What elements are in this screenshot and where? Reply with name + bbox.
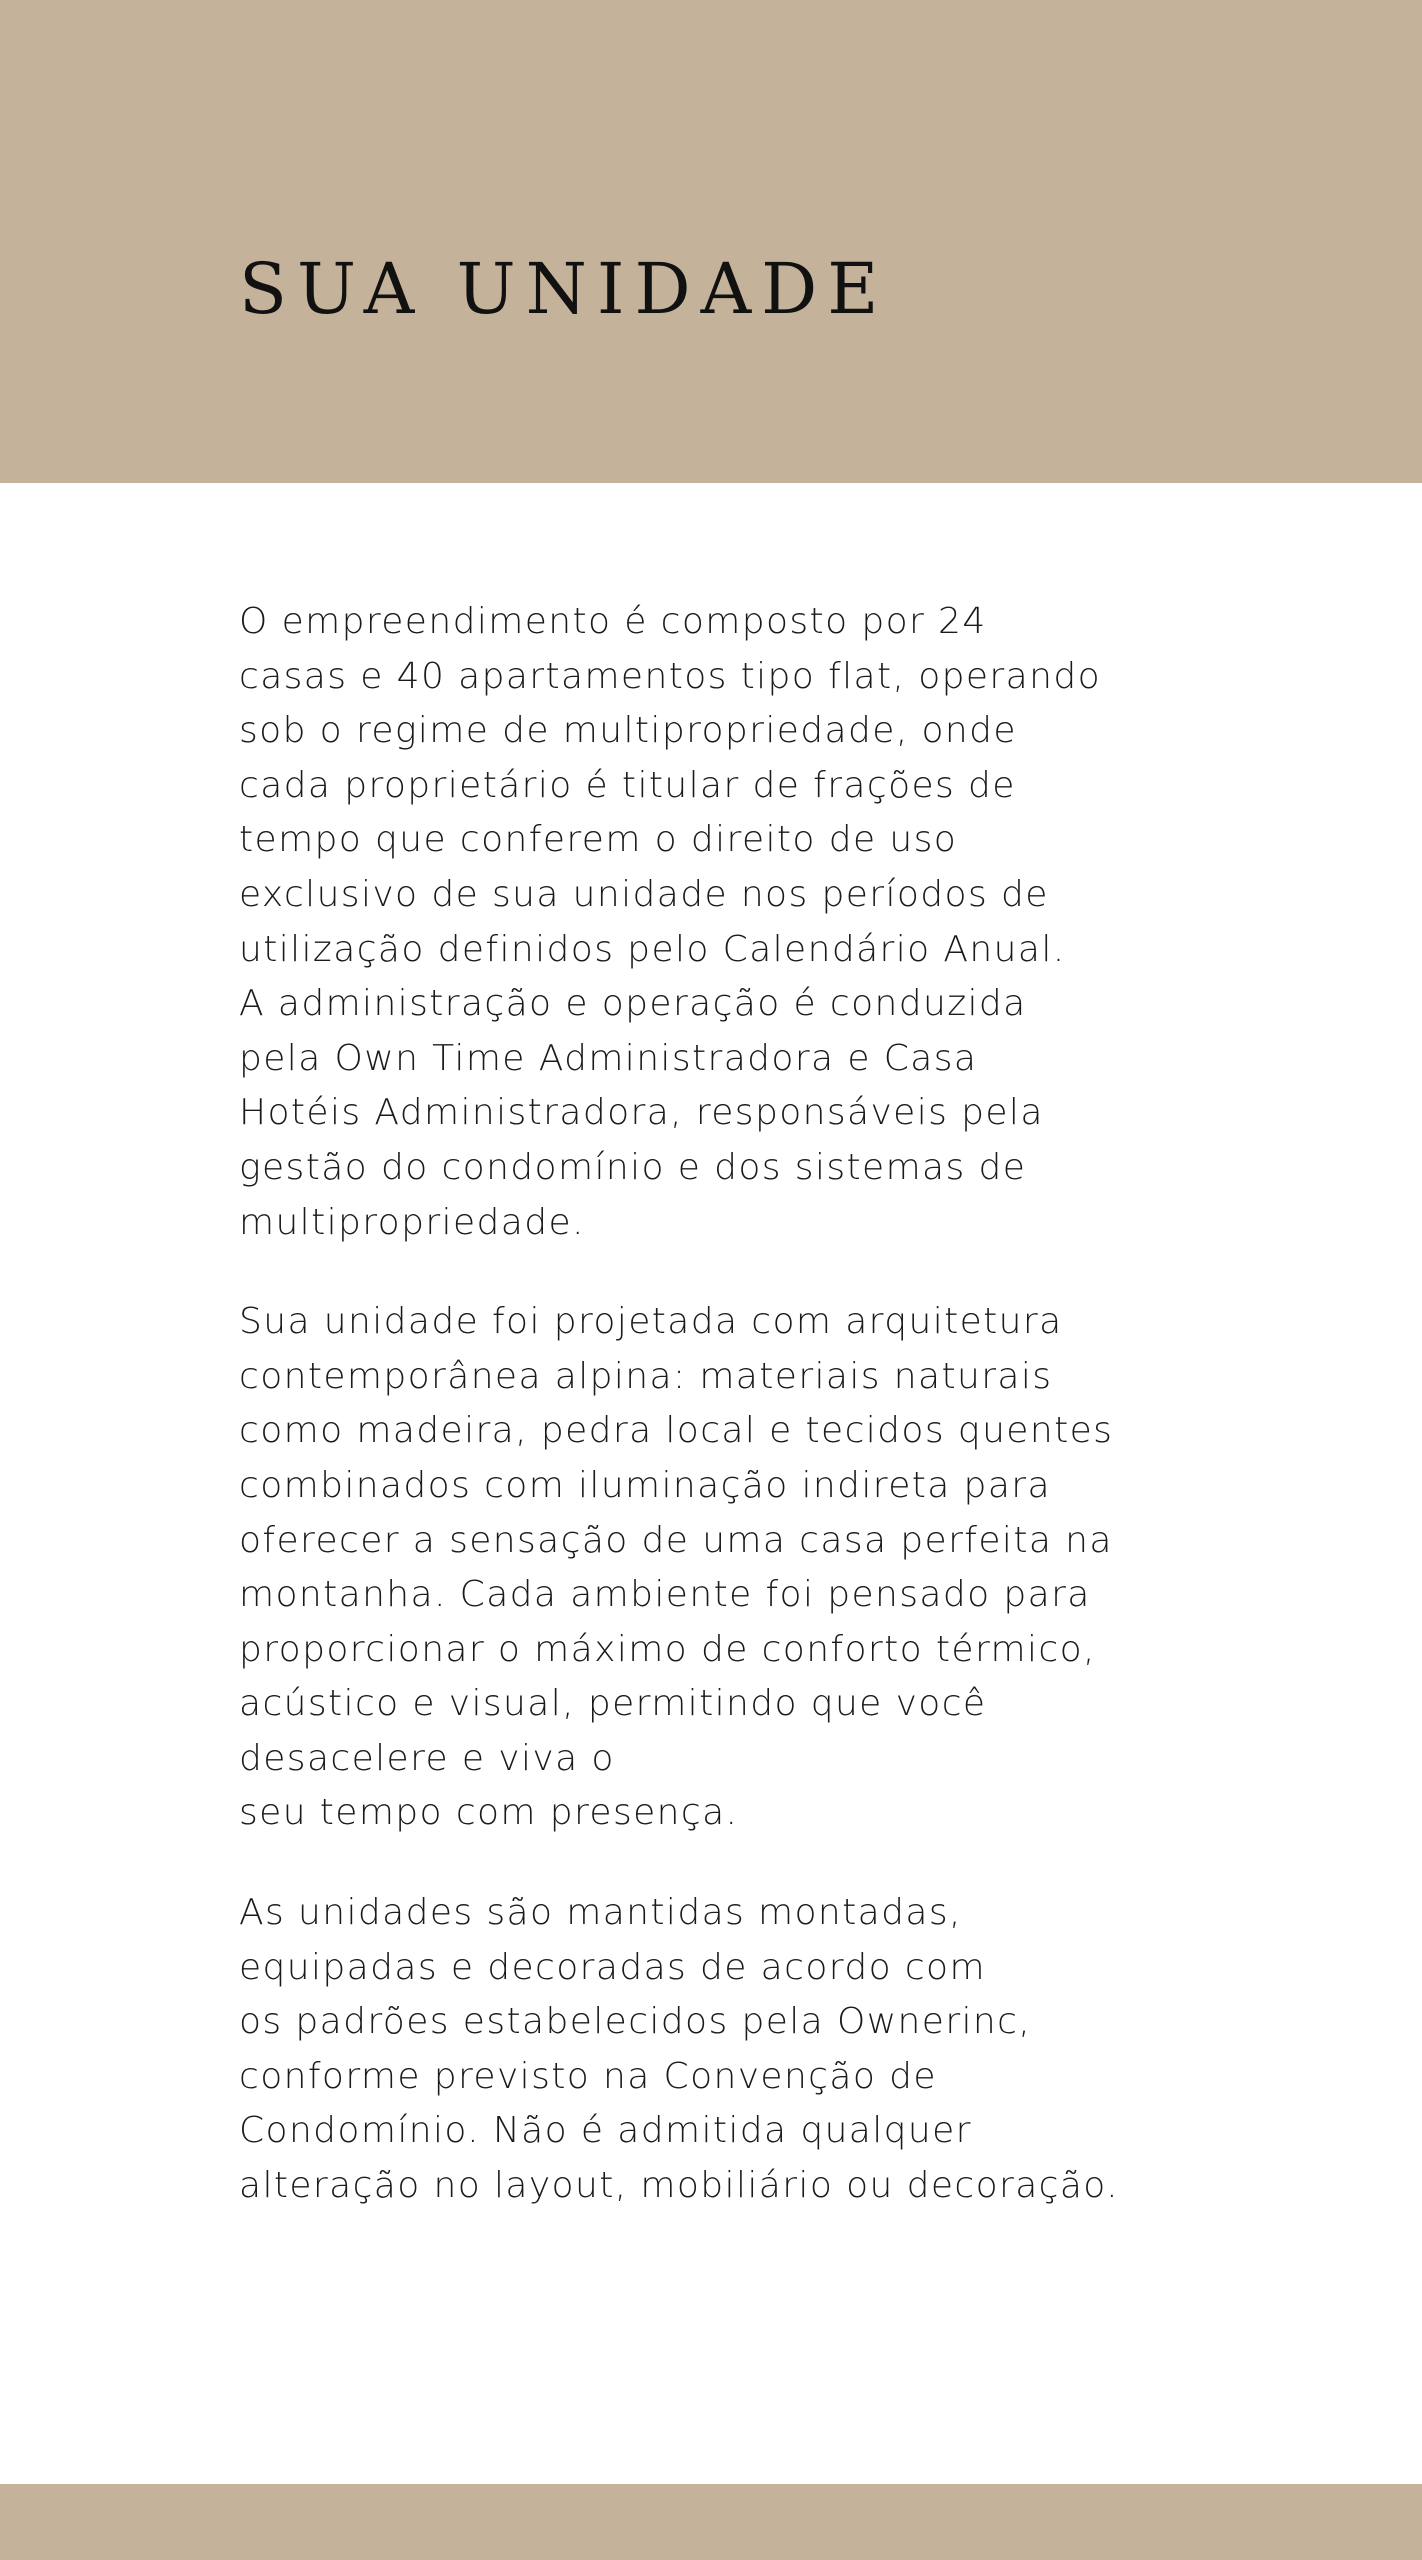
text-line: contemporânea alpina: materiais naturais (239, 1355, 1053, 1397)
text-line: O empreendimento é composto por 24 (239, 601, 987, 642)
text-line: conforme previsto na Convenção de (239, 2055, 937, 2097)
text-line: casas e 40 apartamentos tipo flat, operando (239, 655, 1101, 697)
text-line: proporcionar o máximo de conforto térmico, (239, 1628, 1096, 1670)
text-line: seu tempo com presença. (239, 1792, 739, 1834)
text-line: equipadas e decoradas de acordo com (239, 1946, 986, 1988)
text-line: sob o regime de multipropriedade, onde (239, 710, 1017, 752)
text-line: combinados com iluminação indireta para (239, 1464, 1051, 1506)
page-title: SUA UNIDADE (239, 248, 889, 330)
text-line: montanha. Cada ambiente foi pensado para (239, 1574, 1091, 1616)
text-line: cada proprietário é titular de frações de (239, 764, 1016, 806)
text-line: utilização definidos pelo Calendário Anual. (239, 928, 1066, 970)
paragraph-rules (239, 1886, 1239, 2214)
text-line: tempo que conferem o direito de uso (239, 819, 958, 861)
footer-band (0, 2484, 1422, 2560)
text-line: A administração e operação é conduzida (239, 983, 1027, 1025)
paragraph-intro (239, 595, 1239, 1250)
text-line: multipropriedade. (239, 1201, 585, 1243)
body-content (239, 595, 1239, 2259)
text-line: gestão do condomínio e dos sistemas de (239, 1146, 1027, 1188)
text-line: alteração no layout, mobiliário ou decoração. (239, 2165, 1119, 2207)
paragraph-design (239, 1295, 1239, 1841)
text-line: Sua unidade foi projetada com arquitetura (239, 1301, 1063, 1343)
text-line: Condomínio. Não é admitida qualquer (239, 2110, 972, 2152)
header-band (0, 0, 1422, 483)
text-line: Hotéis Administradora, responsáveis pela (239, 1092, 1044, 1134)
text-line: As unidades são mantidas montadas, (239, 1892, 962, 1934)
text-line: como madeira, pedra local e tecidos quentes (239, 1410, 1114, 1452)
text-line: pela Own Time Administradora e Casa (239, 1037, 978, 1079)
text-line: os padrões estabelecidos pela Ownerinc, (239, 2001, 1032, 2043)
text-line: desacelere e viva o (239, 1737, 615, 1779)
text-line: acústico e visual, permitindo que você (239, 1683, 987, 1725)
text-line: exclusivo de sua unidade nos períodos de (239, 873, 1049, 915)
text-line: oferecer a sensação de uma casa perfeita na (239, 1519, 1113, 1561)
